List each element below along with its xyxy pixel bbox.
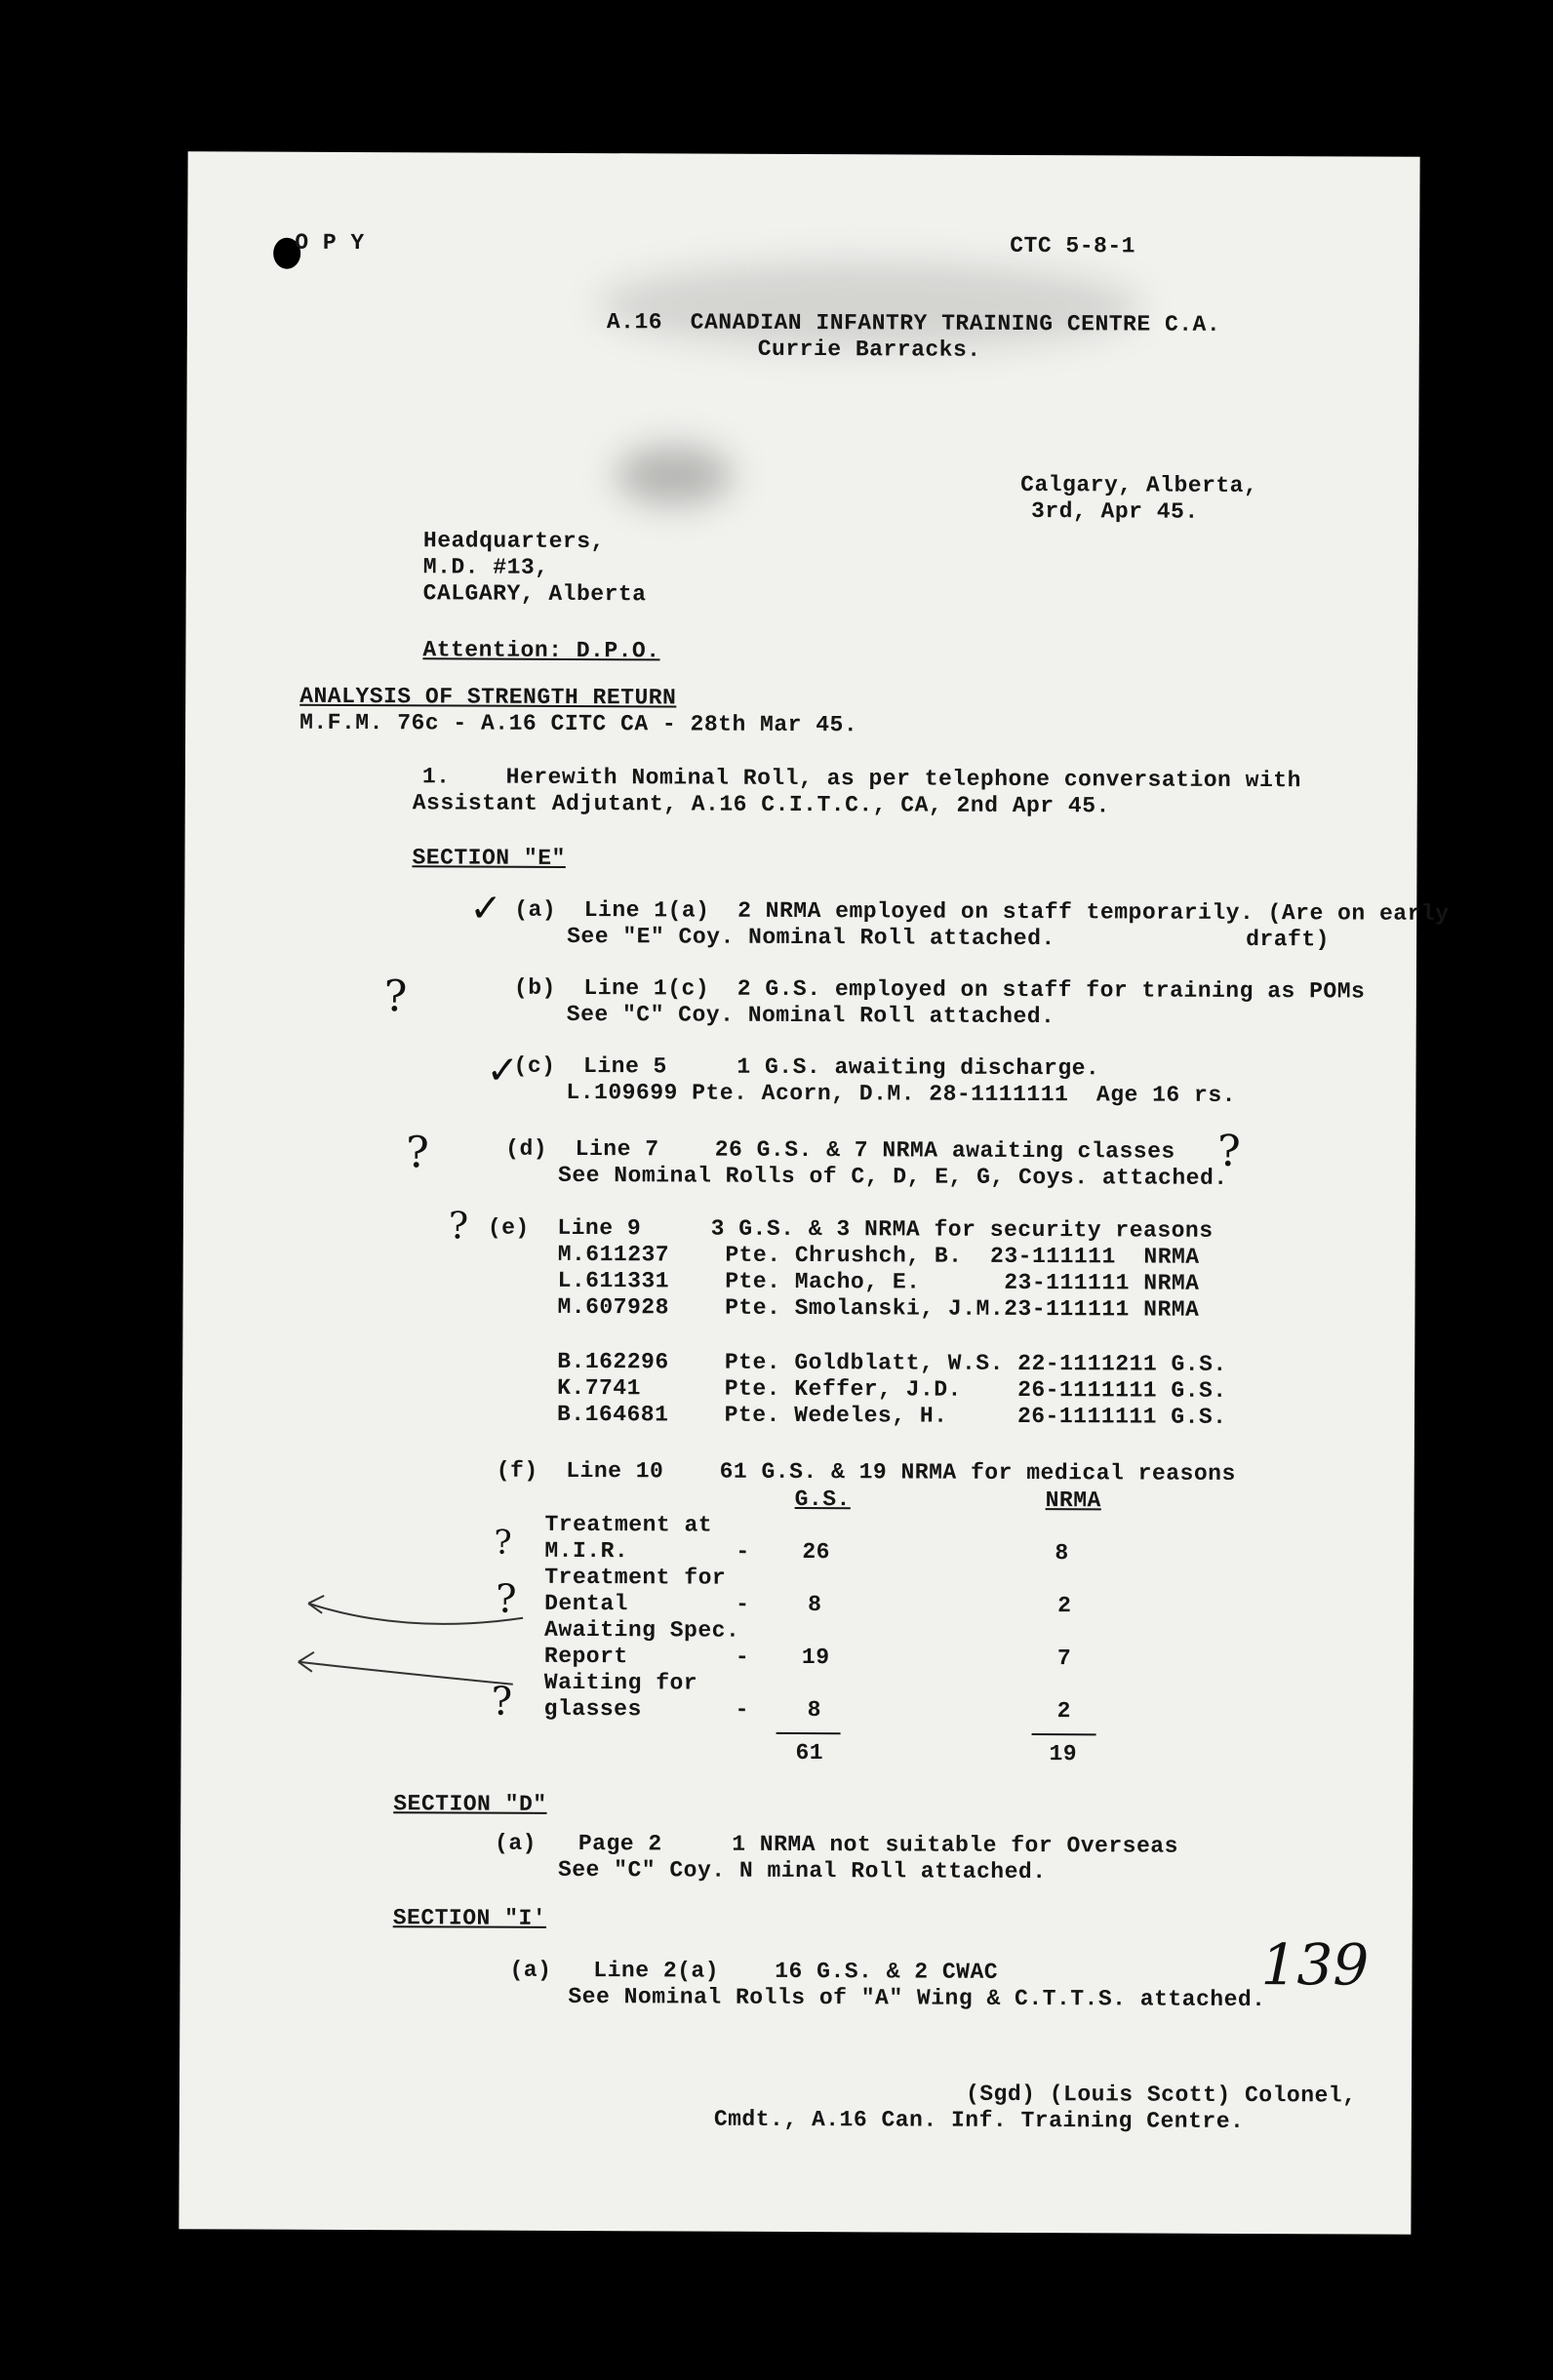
dash: - (735, 1696, 750, 1723)
dash: - (736, 1538, 750, 1565)
para1-line2: Assistant Adjutant, A.16 C.I.T.C., CA, 2nd Apr 45. (412, 790, 1110, 819)
e-a-line2b: draft) (1246, 926, 1331, 953)
e-b-line2: See "C" Coy. Nominal Roll attached. (566, 1001, 1055, 1030)
question-mark-icon: ? (1217, 1126, 1241, 1176)
para1-line1: 1. Herewith Nominal Roll, as per telephone conversation with (421, 764, 1301, 794)
total-rule (1032, 1733, 1096, 1735)
col-gs-header: G.S. (794, 1486, 851, 1513)
date: 3rd, Apr 45. (1030, 498, 1199, 525)
d-a-line1: (a) Page 2 1 NRMA not suitable for Overseas (495, 1830, 1178, 1859)
e-c-line1: (c) Line 5 1 G.S. awaiting discharge. (513, 1052, 1100, 1082)
smudge (616, 446, 733, 505)
letterhead-unit: A.16 CANADIAN INFANTRY TRAINING CENTRE C.A. (606, 309, 1221, 337)
subject-ref: M.F.M. 76c - A.16 CITC CA - 28th Mar 45. (299, 709, 858, 738)
section-d-heading: SECTION "D" (393, 1791, 547, 1817)
letterhead-location: Currie Barracks. (757, 336, 981, 363)
med-row-label2: Dental (544, 1590, 629, 1617)
col-nrma-header: NRMA (1045, 1488, 1101, 1514)
med-nrma-value: 2 (1056, 1698, 1072, 1725)
med-row-label1: Waiting for (543, 1669, 698, 1696)
section-e-heading: SECTION "E" (412, 845, 566, 871)
e-b-line1: (b) Line 1(c) 2 G.S. employed on staff for training as POMs (513, 974, 1366, 1005)
e-a-line2: See "E" Coy. Nominal Roll attached. (567, 923, 1055, 952)
med-nrma-value: 2 (1057, 1593, 1072, 1619)
question-mark-icon: ? (448, 1204, 469, 1248)
med-row-label2: Report (543, 1643, 628, 1670)
e-f-line1: (f) Line 10 61 G.S. & 19 NRMA for medical reasons (496, 1457, 1236, 1487)
signature-line2: Cmdt., A.16 Can. Inf. Training Centre. (713, 2106, 1245, 2134)
dash: - (736, 1591, 750, 1617)
e-e-row: M.611237 Pte. Chrushch, B. 23-111111 NRMA (557, 1241, 1200, 1270)
place: Calgary, Alberta, (1020, 471, 1258, 499)
med-row-label1: Treatment at (544, 1511, 713, 1538)
question-mark-icon: ? (496, 1576, 517, 1622)
subject-title: ANALYSIS OF STRENGTH RETURN (299, 683, 677, 711)
e-c-line2: L.109699 Pte. Acorn, D.M. 28-1111111 Age 16 rs. (566, 1079, 1237, 1108)
d-a-line2: See "C" Coy. N minal Roll attached. (557, 1856, 1047, 1885)
med-nrma-value: 8 (1055, 1540, 1069, 1567)
total-nrma: 19 (1049, 1741, 1078, 1767)
question-mark-icon: ? (406, 1128, 429, 1178)
med-gs-value: 8 (808, 1592, 822, 1618)
question-mark-icon: ? (494, 1523, 512, 1563)
addressee-line3: CALGARY, Alberta (422, 580, 647, 608)
file-reference: CTC 5-8-1 (1010, 232, 1136, 259)
folio-number: 139 (1260, 1931, 1370, 1999)
med-row-label1: Awaiting Spec. (543, 1616, 740, 1644)
e-d-line1: (d) Line 7 26 G.S. & 7 NRMA awaiting classes (505, 1135, 1175, 1165)
total-rule (776, 1732, 841, 1734)
med-gs-value: 8 (807, 1697, 822, 1724)
e-d-line2: See Nominal Rolls of C, D, E, G, Coys. attached. (558, 1162, 1228, 1191)
med-row-label2: M.I.R. (544, 1537, 629, 1565)
i-a-line1: (a) Line 2(a) 16 G.S. & 2 CWAC (509, 1957, 999, 1985)
question-mark-icon: ? (491, 1679, 513, 1725)
e-a-line1: (a) Line 1(a) 2 NRMA employed on staff temporarily. (Are on early (514, 896, 1450, 927)
document-page (179, 151, 1450, 2234)
e-e-row: B.164681 Pte. Wedeles, H. 26-1111111 G.S. (556, 1401, 1227, 1430)
e-e-row: L.611331 Pte. Macho, E. 23-111111 NRMA (557, 1267, 1200, 1296)
med-gs-value: 26 (802, 1539, 831, 1566)
total-gs: 61 (795, 1739, 824, 1766)
addressee-line2: M.D. #13, (422, 554, 549, 580)
med-nrma-value: 7 (1056, 1646, 1072, 1672)
e-e-row: K.7741 Pte. Keffer, J.D. 26-1111111 G.S. (557, 1374, 1227, 1404)
check-mark-icon: ✓ (469, 886, 502, 932)
check-mark-icon: ✓ (486, 1048, 520, 1093)
signature-line1: (Sgd) (Louis Scott) Colonel, (965, 2081, 1357, 2109)
section-i-heading: SECTION "I' (392, 1905, 547, 1931)
copy-label: O P Y (295, 229, 365, 257)
med-row-label2: glasses (543, 1695, 642, 1723)
addressee-line1: Headquarters, (422, 528, 605, 555)
e-e-row: B.162296 Pte. Goldblatt, W.S. 22-1111211 G.S. (557, 1348, 1227, 1377)
attention-line: Attention: D.P.O. (422, 637, 660, 664)
arrow-annotation-icon (289, 1586, 543, 1704)
dash: - (735, 1644, 750, 1670)
i-a-line2: See Nominal Rolls of "A" Wing & C.T.T.S. attached. (568, 1983, 1266, 2013)
question-mark-icon: ? (383, 972, 408, 1022)
e-e-row: M.607928 Pte. Smolanski, J.M.23-111111 NRMA (557, 1293, 1200, 1323)
med-row-label1: Treatment for (544, 1564, 727, 1591)
e-e-line1: (e) Line 9 3 G.S. & 3 NRMA for security reasons (487, 1214, 1214, 1244)
med-gs-value: 19 (801, 1645, 830, 1671)
